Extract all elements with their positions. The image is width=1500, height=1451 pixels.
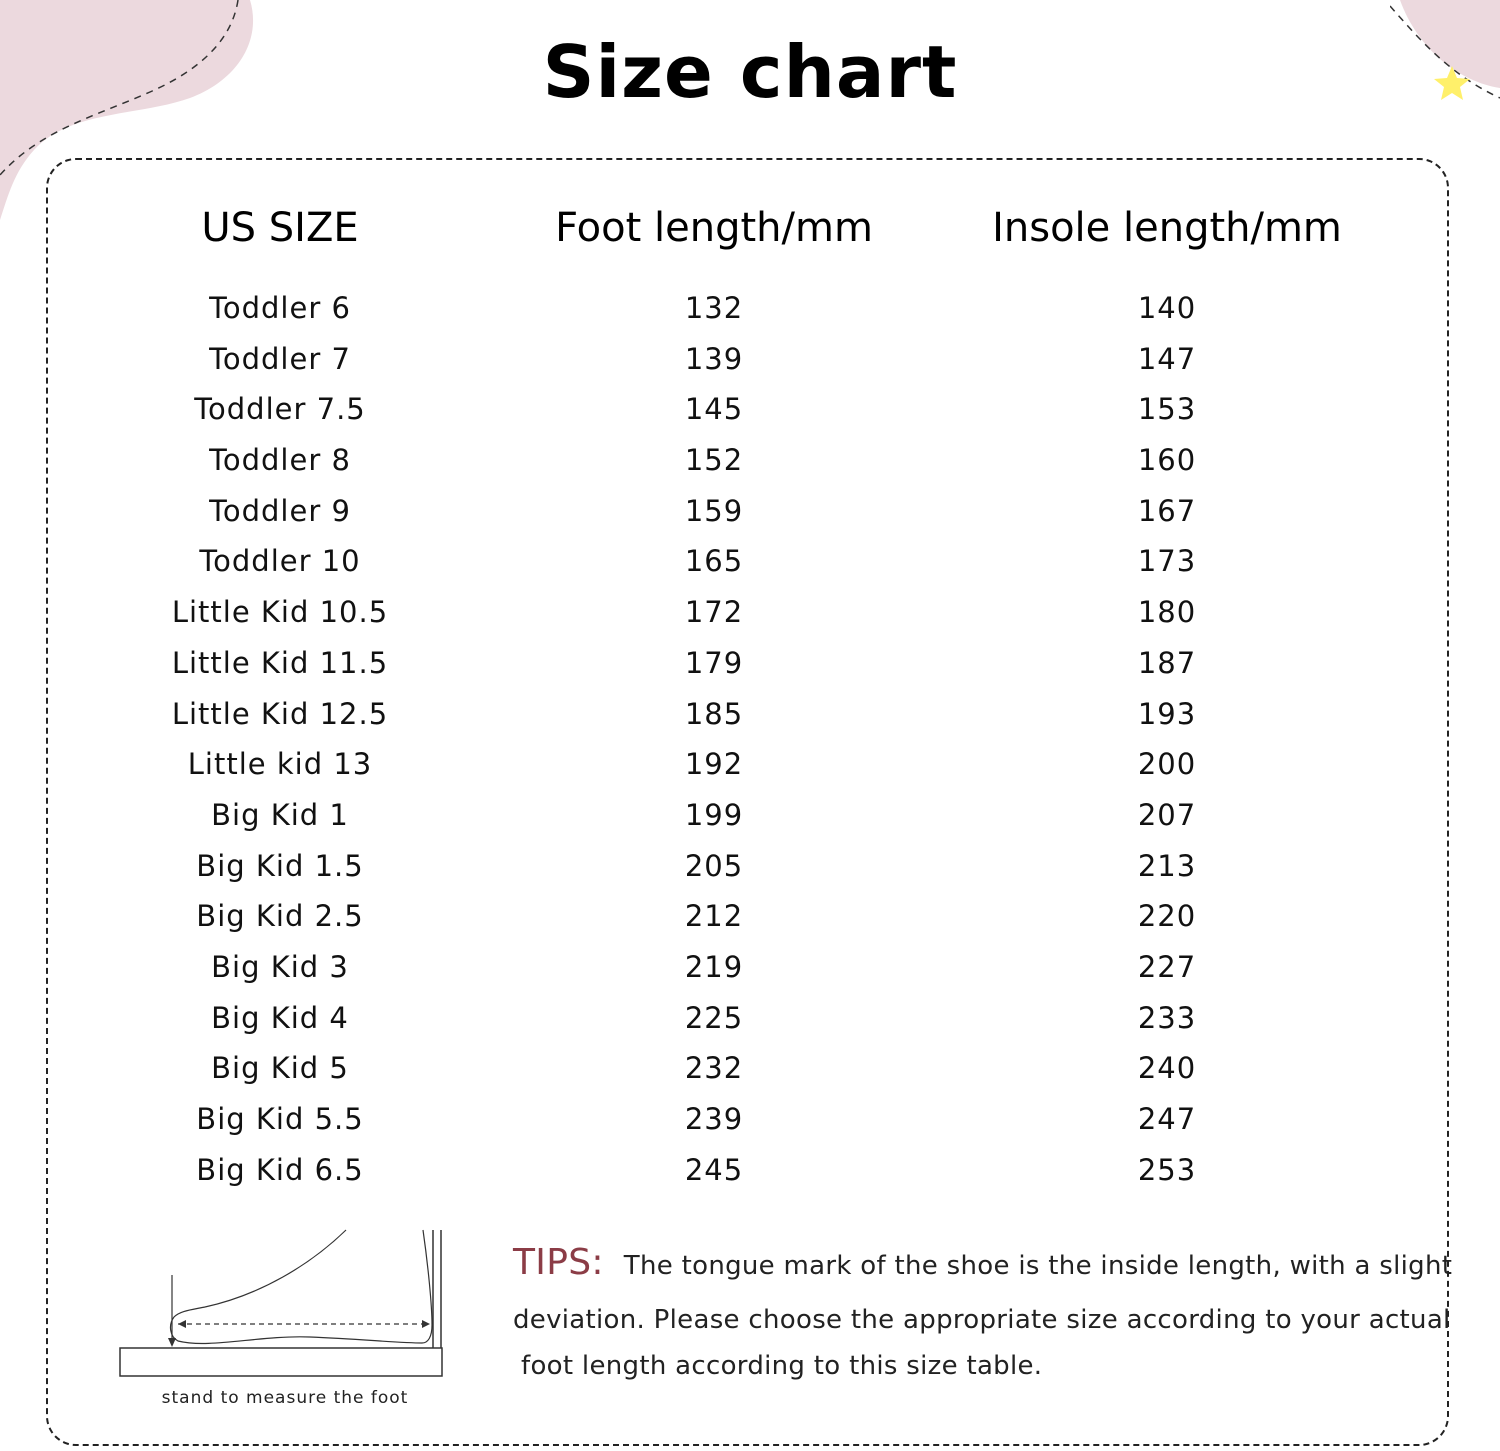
header-foot-length: Foot length/mm bbox=[555, 205, 873, 251]
table-row bbox=[0, 891, 1500, 942]
us-size-cell: Little Kid 11.5 bbox=[171, 645, 389, 680]
table-row bbox=[0, 1094, 1500, 1145]
insole-length-cell: 220 bbox=[1137, 899, 1197, 934]
table-row bbox=[0, 841, 1500, 892]
us-size-cell: Little Kid 10.5 bbox=[171, 595, 389, 630]
foot-length-cell: 145 bbox=[684, 392, 744, 427]
foot-length-cell: 219 bbox=[684, 949, 744, 984]
table-row bbox=[0, 384, 1500, 435]
foot-length-cell: 212 bbox=[684, 899, 744, 934]
insole-length-cell: 147 bbox=[1137, 341, 1197, 376]
us-size-cell: Big Kid 5 bbox=[211, 1051, 349, 1086]
tips-text-line-1: The tongue mark of the shoe is the inside length, with a slight bbox=[623, 1251, 1453, 1281]
table-row bbox=[0, 689, 1500, 740]
insole-length-cell: 207 bbox=[1137, 797, 1197, 832]
header-insole-length: Insole length/mm bbox=[992, 205, 1342, 251]
foot-length-cell: 239 bbox=[684, 1102, 744, 1136]
tips-text-line-3: foot length according to this size table. bbox=[521, 1351, 1043, 1381]
us-size-cell: Toddler 6 bbox=[209, 291, 351, 325]
insole-length-cell: 227 bbox=[1137, 949, 1197, 984]
us-size-cell: Little Kid 12.5 bbox=[171, 696, 389, 731]
us-size-cell: Big Kid 6.5 bbox=[196, 1152, 364, 1187]
table-row bbox=[0, 435, 1500, 486]
table-row bbox=[0, 334, 1500, 385]
us-size-cell: Toddler 10 bbox=[199, 544, 361, 579]
tips-block bbox=[513, 1238, 1453, 1391]
tips-label: TIPS: bbox=[513, 1242, 604, 1283]
us-size-cell: Toddler 7 bbox=[209, 341, 351, 376]
us-size-cell: Big Kid 1 bbox=[211, 797, 349, 832]
foot-length-cell: 152 bbox=[684, 443, 744, 478]
table-row bbox=[0, 638, 1500, 689]
foot-length-cell: 172 bbox=[684, 595, 744, 630]
foot-length-cell: 232 bbox=[684, 1051, 744, 1086]
foot-length-cell: 245 bbox=[684, 1152, 744, 1187]
foot-length-cell: 199 bbox=[684, 797, 744, 832]
table-row bbox=[0, 1145, 1500, 1196]
insole-length-cell: 173 bbox=[1137, 544, 1197, 579]
us-size-cell: Toddler 7.5 bbox=[194, 392, 366, 427]
insole-length-cell: 253 bbox=[1137, 1152, 1197, 1187]
insole-length-cell: 153 bbox=[1137, 392, 1197, 427]
table-row bbox=[0, 1043, 1500, 1094]
insole-length-cell: 213 bbox=[1137, 848, 1197, 883]
insole-length-cell: 233 bbox=[1137, 1000, 1197, 1035]
table-row bbox=[0, 486, 1500, 537]
foot-length-cell: 205 bbox=[684, 848, 744, 883]
us-size-cell: Big Kid 5.5 bbox=[196, 1102, 364, 1136]
us-size-cell: Little kid 13 bbox=[187, 747, 373, 782]
insole-length-cell: 160 bbox=[1137, 443, 1197, 478]
us-size-cell: Big Kid 3 bbox=[211, 949, 349, 984]
foot-measure-diagram bbox=[110, 1225, 455, 1385]
diagram-caption: stand to measure the foot bbox=[161, 1388, 409, 1408]
table-row bbox=[0, 739, 1500, 790]
us-size-cell: Big Kid 1.5 bbox=[196, 848, 364, 883]
insole-length-cell: 187 bbox=[1137, 645, 1197, 680]
insole-length-cell: 167 bbox=[1137, 493, 1197, 528]
table-row bbox=[0, 283, 1500, 334]
insole-length-cell: 193 bbox=[1137, 696, 1197, 731]
insole-length-cell: 180 bbox=[1137, 595, 1197, 630]
foot-length-cell: 132 bbox=[684, 291, 744, 325]
foot-length-cell: 165 bbox=[684, 544, 744, 579]
insole-length-cell: 200 bbox=[1137, 747, 1197, 782]
foot-length-cell: 179 bbox=[684, 645, 744, 680]
foot-length-cell: 159 bbox=[684, 493, 744, 528]
foot-length-cell: 185 bbox=[684, 696, 744, 731]
table-row bbox=[0, 587, 1500, 638]
table-row bbox=[0, 790, 1500, 841]
foot-length-cell: 139 bbox=[684, 341, 744, 376]
insole-length-cell: 240 bbox=[1137, 1051, 1197, 1086]
table-row bbox=[0, 536, 1500, 587]
table-row bbox=[0, 993, 1500, 1044]
page-title: Size chart bbox=[542, 30, 958, 114]
foot-length-cell: 225 bbox=[684, 1000, 744, 1035]
insole-length-cell: 247 bbox=[1137, 1102, 1197, 1136]
us-size-cell: Toddler 8 bbox=[209, 443, 351, 478]
us-size-cell: Toddler 9 bbox=[209, 493, 351, 528]
tips-text-line-2: deviation. Please choose the appropriate size according to your actual bbox=[513, 1305, 1451, 1335]
size-table bbox=[0, 283, 1500, 1195]
header-us-size: US SIZE bbox=[201, 205, 359, 251]
us-size-cell: Big Kid 4 bbox=[211, 1000, 349, 1035]
insole-length-cell: 140 bbox=[1137, 291, 1197, 325]
foot-length-cell: 192 bbox=[684, 747, 744, 782]
us-size-cell: Big Kid 2.5 bbox=[196, 899, 364, 934]
table-row bbox=[0, 942, 1500, 993]
